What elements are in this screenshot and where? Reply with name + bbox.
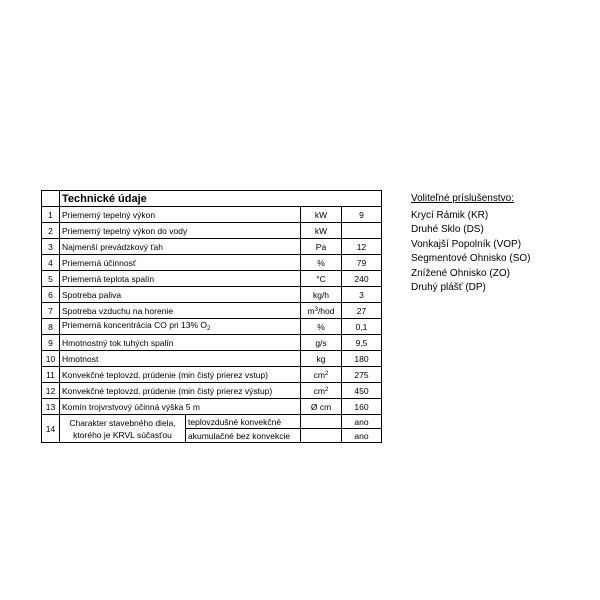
character-type-accumulative: akumulačné bez konvekcie — [186, 429, 301, 443]
table-row — [42, 287, 382, 303]
character-value-b: ano — [342, 429, 382, 443]
row-number: 6 — [42, 287, 60, 303]
table-row — [42, 303, 382, 319]
accessory-item: Druhý plášť (DP) — [411, 282, 486, 293]
character-unit-empty — [301, 415, 342, 429]
accessory-item: Druhé Sklo (DS) — [411, 224, 484, 235]
row-label: Komín trojvrstvový účinná výška 5 m — [60, 399, 301, 415]
accessory-item: Znížené Ohnisko (ZO) — [411, 267, 510, 279]
row-value: 9,5 — [342, 335, 382, 351]
character-label-line1: Charakter stavebného diela, — [69, 417, 176, 428]
unit-superscript: 2 — [325, 371, 329, 377]
character-unit-empty — [301, 429, 342, 443]
row-value: 27 — [342, 303, 382, 319]
row-number: 7 — [42, 303, 60, 319]
row-number: 3 — [42, 239, 60, 255]
row-value: 12 — [342, 239, 382, 255]
row-unit: Pa — [301, 239, 342, 255]
table-row — [42, 207, 382, 223]
optional-accessories — [411, 192, 531, 296]
row-label: Spotreba vzduchu na horenie — [60, 303, 301, 319]
row-label: Hmotnost — [60, 351, 301, 367]
row-number: 13 — [42, 399, 60, 415]
row-number: 11 — [42, 367, 60, 383]
row-value: 450 — [342, 383, 382, 399]
row-number: 2 — [42, 223, 60, 239]
row-number: 5 — [42, 271, 60, 287]
row-unit: kW — [301, 223, 342, 239]
row-label: Najmenší prevádzkový ťah — [60, 239, 301, 255]
table-row — [42, 319, 382, 335]
row-unit — [301, 383, 342, 399]
character-label — [60, 415, 186, 443]
row-label: Priemerná účinnosť — [60, 255, 301, 271]
row-label: Priemerná teplota spalín — [60, 271, 301, 287]
unit-main: cm — [313, 386, 325, 396]
accessory-item: Segmentové Ohnisko (SO) — [411, 253, 531, 264]
accessory-item: Vonkajší Popolník (VOP) — [411, 238, 522, 250]
table-row — [42, 271, 382, 287]
unit-rest: /hod — [317, 306, 335, 316]
table-row — [42, 351, 382, 367]
row-label: Spotreba paliva — [60, 287, 301, 303]
row-value: 180 — [342, 351, 382, 367]
table-row — [42, 223, 382, 239]
table-row — [42, 335, 382, 351]
row-number: 10 — [42, 351, 60, 367]
row-value: 3 — [342, 287, 382, 303]
accessories-title: Voliteľné príslušenstvo: — [411, 193, 514, 204]
row-unit: % — [301, 255, 342, 271]
row-value: 160 — [342, 399, 382, 415]
row-label: Hmotnostný tok tuhých spalín — [60, 335, 301, 351]
table-row — [42, 399, 382, 415]
row-value: 79 — [342, 255, 382, 271]
row-label — [60, 319, 301, 335]
table-title: Technické údaje — [60, 191, 382, 207]
character-value-a: ano — [342, 415, 382, 429]
unit-main: m — [307, 306, 315, 316]
character-label-line2: ktorého je KRVL súčasťou — [73, 429, 172, 440]
row-label: Priemerný tepelný výkon do vody — [60, 223, 301, 239]
accessories-list — [411, 209, 531, 296]
row-value: 9 — [342, 207, 382, 223]
row-label: Priemerný tepelný výkon — [60, 207, 301, 223]
row-unit: kW — [301, 207, 342, 223]
row-value: 240 — [342, 271, 382, 287]
row-label-subscript: 2 — [207, 325, 211, 332]
table-row — [42, 383, 382, 399]
row-unit — [301, 303, 342, 319]
row-value — [342, 223, 382, 239]
character-type-convective: teplovzdušné konvekčné — [186, 415, 301, 429]
table-row — [42, 239, 382, 255]
row-unit: % — [301, 319, 342, 335]
row-number: 12 — [42, 383, 60, 399]
row-label: Konvekčné teplovzd. prúdenie (min čistý prierez výstup) — [60, 383, 301, 399]
technical-data-table — [41, 190, 382, 443]
row-label: Konvekčné teplovzd. prúdenie (min čistý prierez vstup) — [60, 367, 301, 383]
row-number: 8 — [42, 319, 60, 335]
row-unit: Ø cm — [301, 399, 342, 415]
table-title-row — [42, 191, 382, 207]
row-value: 0,1 — [342, 319, 382, 335]
unit-superscript: 2 — [325, 387, 329, 393]
row-label-main: Priemerná koncentrácia CO pri 13% O — [62, 319, 208, 330]
table-row-character — [42, 415, 382, 429]
row-unit — [301, 367, 342, 383]
row-unit: g/s — [301, 335, 342, 351]
table-row — [42, 255, 382, 271]
row-unit: kg/h — [301, 287, 342, 303]
table-row — [42, 367, 382, 383]
row-value: 275 — [342, 367, 382, 383]
row-number: 9 — [42, 335, 60, 351]
row-number: 4 — [42, 255, 60, 271]
table-corner-cell — [42, 191, 60, 207]
row-unit: kg — [301, 351, 342, 367]
row-number: 1 — [42, 207, 60, 223]
unit-superscript: 3 — [314, 307, 318, 313]
row-unit: °C — [301, 271, 342, 287]
row-number: 14 — [42, 415, 60, 443]
unit-main: cm — [313, 370, 325, 380]
accessory-item: Krycí Rámik (KR) — [411, 209, 489, 221]
